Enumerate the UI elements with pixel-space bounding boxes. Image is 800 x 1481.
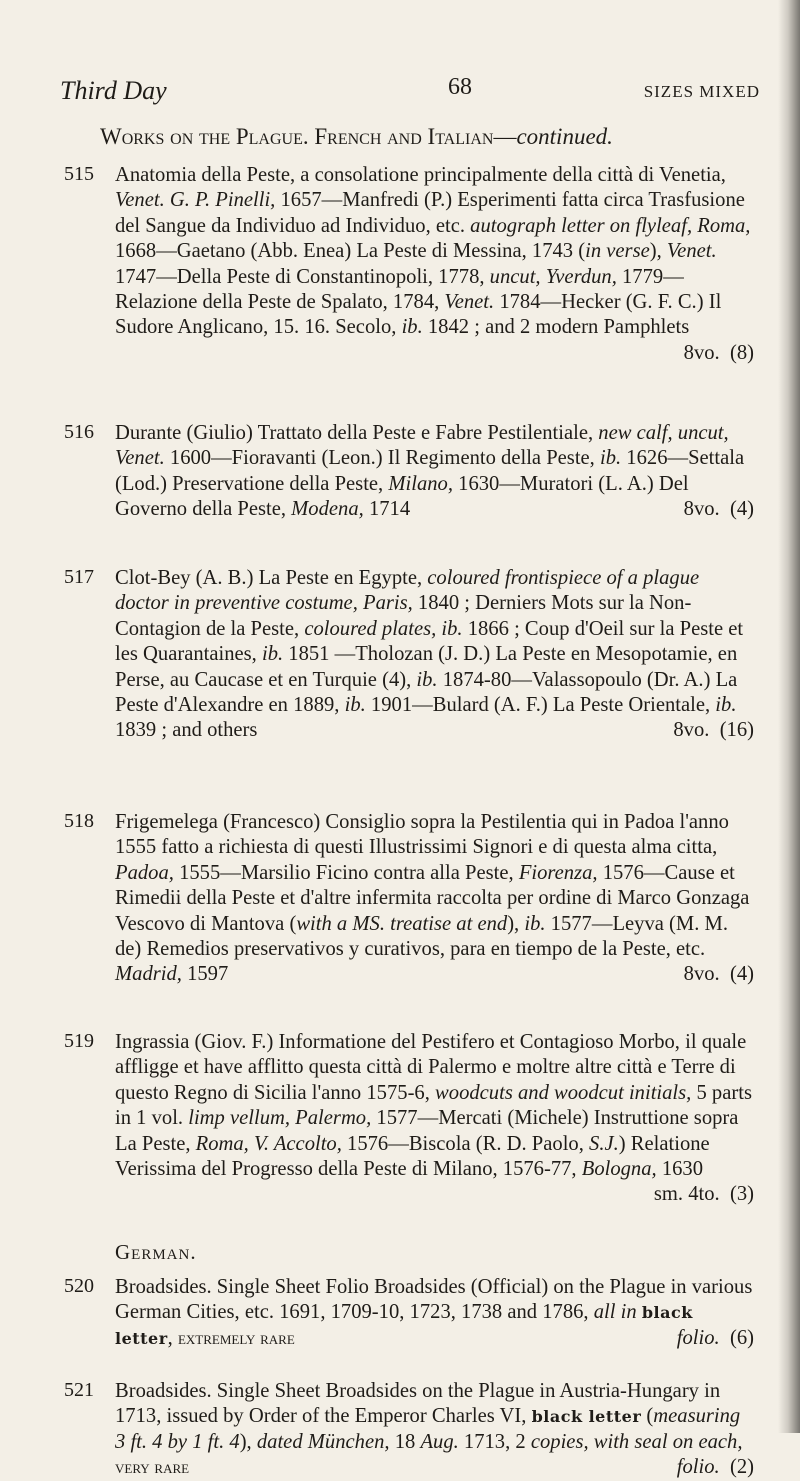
lot-count: (2): [729, 1456, 754, 1479]
lot-text: Broadsides. Single Sheet Folio Broadsides (Official) on the Plague in various German Cities, etc. 1691, 1709-10, 1723, 1738 and 1786, all in black letter, extremely rare: [115, 1276, 753, 1349]
lot-entry: [64, 810, 754, 988]
lot-text: Clot-Bey (A. B.) La Peste en Egypte, coloured frontispiece of a plague doctor in preventive costume, Paris, 1840 ; Derniers Mots sur la Non-Contagion de la Peste, coloured plates, ib. 1866 ; Coup d'Oeil sur la Peste et les Quarantaines, ib. 1851 —Tholozan (J. D.) La Peste en Mesopotamie, en Perse, au Caucase et en Turquie (4), ib. 1874-80—Valassopoulo (Dr. A.) La Peste d'Alexandre en 1889, ib. 1901—Bulard (A. F.) La Peste Orientale, ib. 1839 ; and others: [115, 567, 744, 742]
lot-text: Frigemelega (Francesco) Consiglio sopra la Pestilentia qui in Padoa l'anno 1555 fatto a richiesta di questi Illustrissimi Signori e di questa alma citta, Padoa, 1555—Marsilio Ficino contra alla Peste, Fiorenza, 1576—Cause et Rimedii della Peste et d'altre infermita raccolta per ordine di Marco Gonzaga Vescovo di Mantova (with a MS. treatise at end), ib. 1577—Leyva (M. M. de) Remedios preservativos y curativos, para en tiempo de la Peste, etc. Madrid, 1597: [115, 811, 750, 986]
lot-format: 8vo.: [683, 498, 720, 521]
lot-description: [115, 1379, 754, 1481]
lot-format: sm. 4to.: [653, 1183, 720, 1206]
page-binding-shadow: [778, 0, 800, 1433]
page-header: [60, 72, 760, 112]
lot-count: (4): [729, 498, 754, 521]
lot-format: folio.: [676, 1456, 720, 1479]
lot-number: 520: [64, 1275, 94, 1297]
page-number: 68: [448, 74, 472, 100]
lot-format: 8vo.: [683, 341, 720, 364]
lot-entry: [64, 163, 754, 366]
lot-format: 8vo.: [683, 963, 720, 986]
lot-format: folio.: [676, 1326, 720, 1349]
lot-entry: [64, 421, 754, 523]
lot-entry: [64, 1275, 754, 1351]
lot-number: 519: [64, 1030, 94, 1052]
lot-entry: [64, 1379, 754, 1481]
lot-number: 515: [64, 163, 94, 185]
lot-entry: [64, 566, 754, 744]
running-head-left: Third Day: [60, 76, 167, 105]
lot-text: Broadsides. Single Sheet Broadsides on the Plague in Austria-Hungary in 1713, issued by Order of the Emperor Charles VI, black letter (measuring 3 ft. 4 by 1 ft. 4), dated München, 18 Aug. 1713, 2 copies, with seal on each, very rare: [115, 1380, 743, 1479]
lot-description: [115, 163, 754, 364]
lot-count: (8): [729, 341, 754, 364]
section-heading-german: German.: [115, 1240, 197, 1264]
lot-description: [115, 1275, 754, 1351]
lot-count: (4): [729, 963, 754, 986]
running-head-right: SIZES MIXED: [643, 82, 760, 101]
lot-description: [115, 1030, 754, 1206]
section-title-main: Works on the Plague. French and Italian—: [100, 124, 517, 149]
lot-text: Anatomia della Peste, a consolatione principalmente della città di Venetia, Venet. G. P. Pinelli, 1657—Manfredi (P.) Esperimenti fatta circa Trasfusione del Sangue da Individuo ad Individuo, etc. autograph letter on flyleaf, Roma, 1668—Gaetano (Abb. Enea) La Peste di Messina, 1743 (in verse), Venet. 1747—Della Peste di Constantinopoli, 1778, uncut, Yverdun, 1779—Relazione della Peste de Spalato, 1784, Venet. 1784—Hecker (G. F. C.) Il Sudore Anglicano, 15. 16. Secolo, ib. 1842 ; and 2 modern Pamphlets: [115, 164, 751, 339]
lot-description: [115, 810, 754, 988]
lot-text: Ingrassia (Giov. F.) Informatione del Pestifero et Contagioso Morbo, il quale affligge et have afflitto questa città di Palermo e moltre altre città e Terre di questo Regno di Sicilia l'anno 1575-6, woodcuts and woodcut initials, 5 parts in 1 vol. limp vellum, Palermo, 1577—Mercati (Michele) Instruttione sopra La Peste, Roma, V. Accolto, 1576—Biscola (R. D. Paolo, S.J.) Relatione Verissima del Progresso della Peste di Milano, 1576-77, Bologna, 1630: [115, 1031, 752, 1181]
lot-description: [115, 421, 754, 523]
lot-number: 516: [64, 421, 94, 443]
lot-entry: [64, 1030, 754, 1208]
lot-format: 8vo.: [673, 719, 710, 742]
lot-number: 518: [64, 810, 94, 832]
lot-text: Durante (Giulio) Trattato della Peste e Fabre Pestilentiale, new calf, uncut, Venet. 1600—Fioravanti (Leon.) Il Regimento della Peste, ib. 1626—Settala (Lod.) Preservatione della Peste, Milano, 1630—Muratori (L. A.) Del Governo della Peste, Modena, 1714: [115, 422, 745, 521]
lot-count: (6): [729, 1326, 754, 1349]
lot-number: 517: [64, 566, 94, 588]
lot-description: [115, 566, 754, 744]
lot-count: (16): [719, 719, 754, 742]
lot-count: (3): [729, 1183, 754, 1206]
section-title: [100, 124, 780, 150]
lot-number: 521: [64, 1379, 94, 1401]
section-title-continued: continued.: [516, 124, 613, 149]
